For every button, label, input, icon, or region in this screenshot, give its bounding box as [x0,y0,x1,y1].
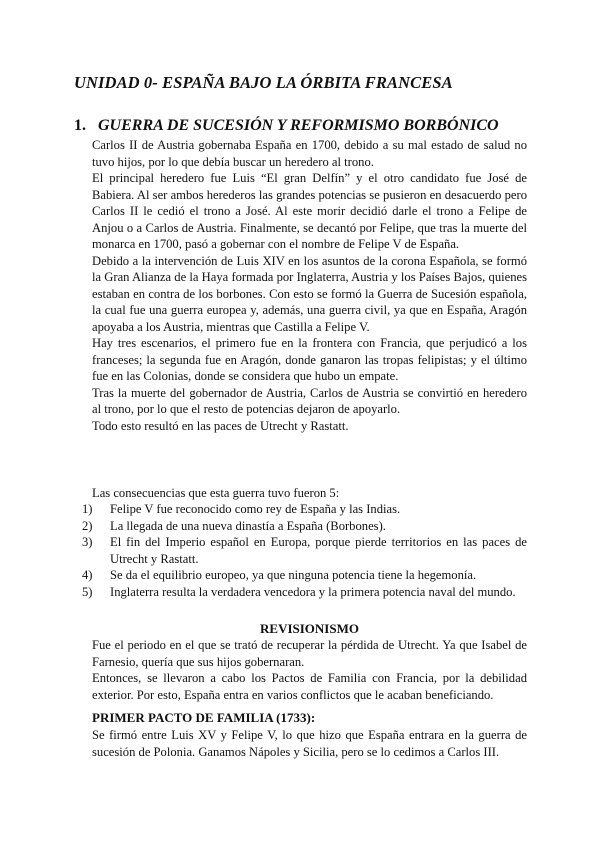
paragraph: Fue el periodo en el que se trató de recuperar la pérdida de Utrecht. Ya que Isabel de Farnesio, quería que sus hijos gobernaran. [92,638,527,669]
paragraph: Se firmó entre Luis XV y Felipe V, lo que hizo que España entrara en la guerra de sucesión de Polonia. Ganamos Nápoles y Sicilia, pero se lo cedimos a Carlos III. [92,728,527,759]
list-item [82,534,527,567]
list-text: La llegada de una nueva dinastía a España (Borbones). [110,518,386,533]
paragraph: Carlos II de Austria gobernaba España en 1700, debido a su mal estado de salud no tuvo hijos, por lo que debía buscar un heredero al trono. [92,138,527,169]
list-text: Inglaterra resulta la verdadera vencedora y la primera potencia naval del mundo. [110,584,516,599]
consequences-intro: Las consecuencias que esta guerra tuvo fueron 5: [92,486,340,500]
document-title: UNIDAD 0- ESPAÑA BAJO LA ÓRBITA FRANCESA [74,73,453,92]
list-item [82,567,527,584]
list-text: Se da el equilibrio europeo, ya que ninguna potencia tiene la hegemonía. [110,568,477,582]
paragraph: El principal heredero fue Luis “El gran Delfín” y el otro candidato fue José de Babiera. Al ser ambos herederos las grandes potencias se pusieron en desacuerdo pero Carlos II le cedió el trono a José. Al este morir decidió darle el trono a Felipe de Anjou o a Carlos de Austria. Finalmente, se decantó por Felipe, que tras la muerte del monarca en 1700, pasó a gobernar con el nombre de Felipe V de España. [92,171,527,251]
paragraph: Debido a la intervención de Luis XIV en los asuntos de la corona Española, se formó la Gran Alianza de la Haya formada por Inglaterra, Austria y los Países Bajos, quienes estaban en contra de los borbones. Con esto se formó la Guerra de Sucesión española, la cual fue una guerra europea y, además, una guerra civil, ya que en España, Aragón apoyaba a los Austria, mientras que Castilla a Felipe V. [92,253,527,334]
revisionismo-body [92,637,527,703]
primer-pacto-heading: PRIMER PACTO DE FAMILIA (1733): [92,710,316,725]
paragraph: Entonces, se llevaron a cabo los Pactos de Familia con Francia, por la debilidad exterior. Por esto, España entra en varios conflictos que le acaban beneficiando. [92,671,527,702]
list-number: 4) [82,568,93,582]
list-number: 5) [82,584,93,599]
list-item [82,584,527,601]
list-item [82,518,527,535]
paragraph: Hay tres escenarios, el primero fue en la frontera con Francia, que perjudicó a los franceses; la segunda fue en Aragón, donde ganaron las tropas felipistas; y el último fue en las Colonias, donde se considera que hubo un empate. [92,336,527,383]
revisionismo-heading: REVISIONISMO [260,621,359,636]
primer-pacto-body [92,727,527,760]
list-number: 2) [82,518,93,533]
list-number: 3) [82,535,93,549]
section-body [92,137,527,434]
section-heading [74,117,499,135]
section-title: GUERRA DE SUCESIÓN Y REFORMISMO BORBÓNICO [98,117,499,134]
list-text: El fin del Imperio español en Europa, porque pierde territorios en las paces de Utrecht y Rastatt. [110,535,527,566]
list-text: Felipe V fue reconocido como rey de España y las Indias. [110,502,401,516]
paragraph: Todo esto resultó en las paces de Utrecht y Rastatt. [92,418,349,433]
consequences-list [82,501,527,600]
paragraph: Tras la muerte del gobernador de Austria, Carlos de Austria se convirtió en heredero al trono, por lo que el resto de potencias dejaron de apoyarlo. [92,385,527,416]
list-item [82,501,527,518]
list-number: 1) [82,502,93,516]
section-number: 1. [74,117,86,134]
